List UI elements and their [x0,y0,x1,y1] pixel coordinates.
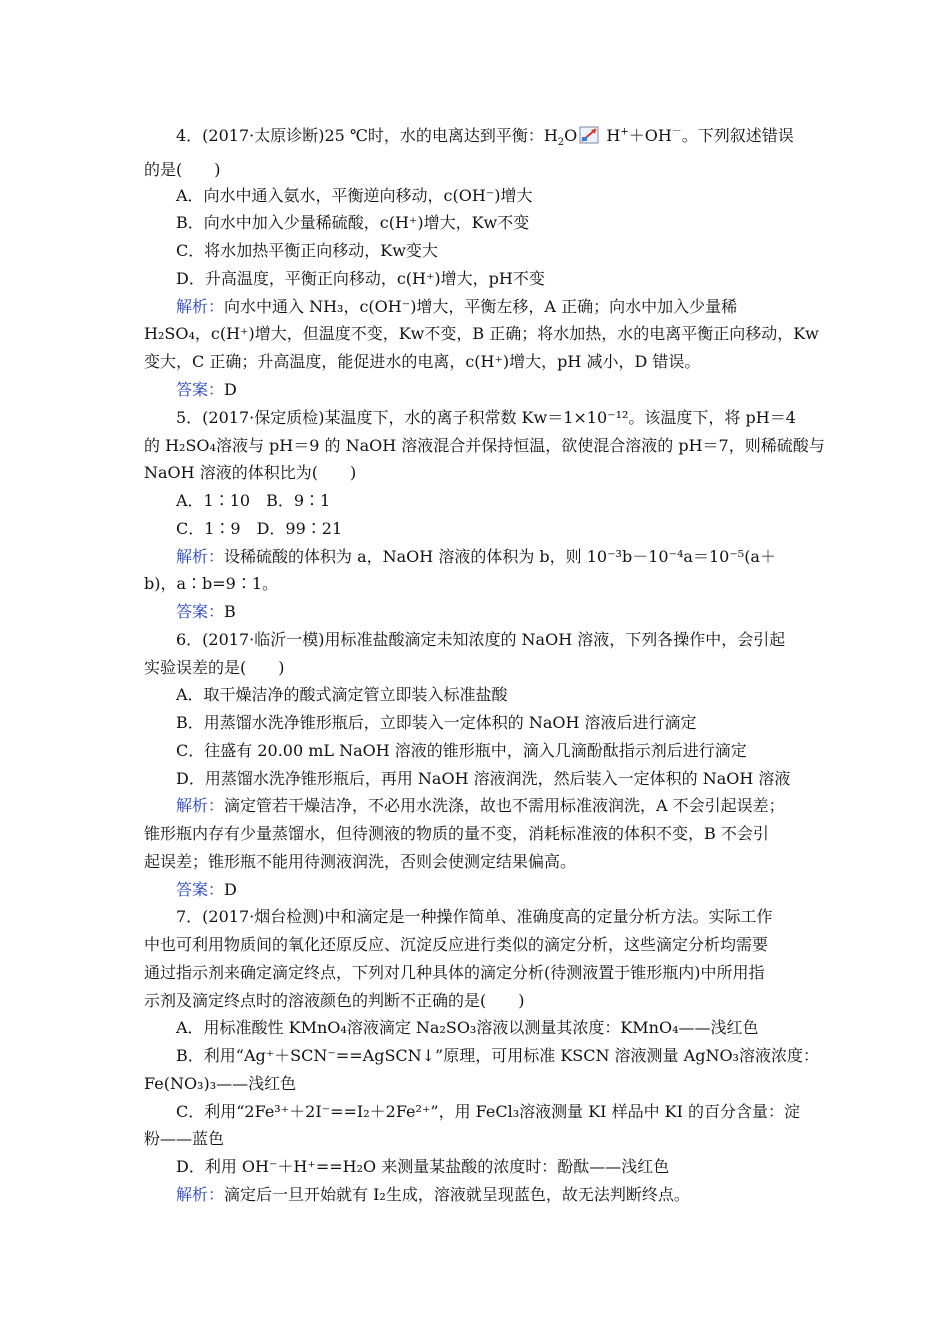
q4-analysis-line-3: 变大，C 正确；升高温度，能促进水的电离，c(H⁺)增大，pH 减小，D 错误。 [144,352,701,371]
analysis-label: 解析： [176,297,225,316]
q6-answer: 答案：D [176,880,237,899]
q6-stem-line-1: 6．(2017·临沂一模)用标准盐酸滴定未知浓度的 NaOH 溶液，下列各操作中，会引起 [176,630,786,649]
q6-analysis-line-2: 锥形瓶内存有少量蒸馏水，但待测液的物质的量不变，消耗标准液的体积不变，B 不会引 [144,824,769,843]
q6-option-d: D．用蒸馏水洗净锥形瓶后，再用 NaOH 溶液润洗，然后装入一定体积的 NaOH 溶液 [176,769,791,788]
q6-analysis-line-1: 解析：滴定管若干燥洁净，不必用水洗涤，故也不需用标准液润洗，A 不会引起误差； [176,796,785,815]
q7-stem-line-3: 通过指示剂来确定滴定终点，下列对几种具体的滴定分析(待测液置于锥形瓶内)中所用指 [144,963,765,982]
q5-analysis-line-2: b)，a∶b=9∶1。 [144,574,279,593]
answer-label: 答案： [176,880,225,899]
q7-option-c-line-1: C．利用“2Fe³⁺＋2I⁻==I₂＋2Fe²⁺”，用 FeCl₃溶液测量 KI 样品中 KI 的百分含量：淀 [176,1102,801,1121]
answer-label: 答案： [176,380,225,399]
q5-analysis-line-1: 解析：设稀硫酸的体积为 a，NaOH 溶液的体积为 b，则 10⁻³b－10⁻⁴a＝10⁻⁵(a＋ [176,547,776,566]
q7-stem-line-2: 中也可利用物质间的氧化还原反应、沉淀反应进行类似的滴定分析，这些滴定分析均需要 [144,935,769,954]
q7-analysis-line-1: 解析：滴定后一旦开始就有 I₂生成，溶液就呈现蓝色，故无法判断终点。 [176,1185,690,1204]
q5-options-cd: C．1∶9 D．99∶21 [176,519,343,538]
equilibrium-arrow-icon [579,126,599,144]
q4-stem-line-1: 4．(2017·太原诊断)25 ℃时，水的电离达到平衡：$H_2O$ H+＋OH－。下列叙述错误 [176,126,794,149]
q4-option-b: B．向水中加入少量稀硫酸，c(H⁺)增大，Kw不变 [176,213,530,232]
q4-option-a: A．向水中通入氨水，平衡逆向移动，c(OH⁻)增大 [176,186,533,205]
q7-option-c-line-2: 粉——蓝色 [144,1129,225,1148]
q7-stem-line-4: 示剂及滴定终点时的溶液颜色的判断不正确的是( ) [144,991,525,1010]
q6-stem-line-2: 实验误差的是( ) [144,658,285,677]
q5-stem-line-2: 的 H₂SO₄溶液与 pH＝9 的 NaOH 溶液混合并保持恒温，欲使混合溶液的 pH＝7，则稀硫酸与 [144,436,825,455]
q4-analysis-line-2: H₂SO₄，c(H⁺)增大，但温度不变，Kw不变，B 正确；将水加热，水的电离平衡正向移动，Kw [144,324,819,343]
q7-option-b-line-1: B．利用“Ag⁺＋SCN⁻==AgSCN↓”原理，可用标准 KSCN 溶液测量 AgNO₃溶液浓度： [176,1046,819,1065]
q7-option-a: A．用标准酸性 KMnO₄溶液滴定 Na₂SO₃溶液以测量其浓度：KMnO₄——浅红色 [176,1018,759,1037]
q6-option-c: C．往盛有 20.00 mL NaOH 溶液的锥形瓶中，滴入几滴酚酞指示剂后进行滴定 [176,741,747,760]
analysis-label: 解析： [176,547,225,566]
q7-stem-line-1: 7．(2017·烟台检测)中和滴定是一种操作简单、准确度高的定量分析方法。实际工作 [176,907,773,926]
q6-analysis-line-3: 起误差；锥形瓶不能用待测液润洗，否则会使测定结果偏高。 [144,852,577,871]
q5-answer: 答案：B [176,602,236,621]
q4-answer: 答案：D [176,380,237,399]
q5-options-ab: A．1∶10 B．9∶1 [176,491,331,510]
analysis-label: 解析： [176,796,225,815]
q6-option-a: A．取干燥洁净的酸式滴定管立即装入标准盐酸 [176,685,508,704]
q7-option-b-line-2: Fe(NO₃)₃——浅红色 [144,1074,297,1093]
q7-option-d: D．利用 OH⁻＋H⁺==H₂O 来测量某盐酸的浓度时：酚酞——浅红色 [176,1157,670,1176]
q5-stem-line-1: 5．(2017·保定质检)某温度下，水的离子积常数 Kw＝1×10⁻¹²。该温度下，将 pH＝4 [176,408,796,427]
answer-label: 答案： [176,602,225,621]
q6-option-b: B．用蒸馏水洗净锥形瓶后，立即装入一定体积的 NaOH 溶液后进行滴定 [176,713,697,732]
q4-option-c: C．将水加热平衡正向移动，Kw变大 [176,241,438,260]
q4-analysis-line-1: 解析：向水中通入 NH₃，c(OH⁻)增大，平衡左移，A 正确；向水中加入少量稀 [176,297,738,316]
q5-stem-line-3: NaOH 溶液的体积比为( ) [144,463,357,482]
q4-option-d: D．升高温度，平衡正向移动，c(H⁺)增大，pH不变 [176,269,545,288]
q4-stem-line-2: 的是( ) [144,160,221,179]
analysis-label: 解析： [176,1185,225,1204]
